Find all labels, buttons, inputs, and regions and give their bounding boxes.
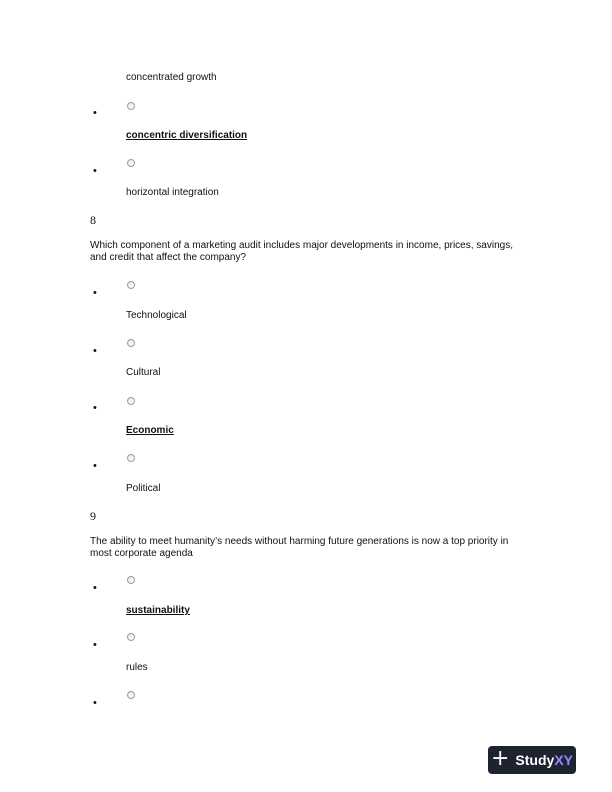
radio-unchecked-icon[interactable]: [127, 397, 135, 405]
option-label: Political: [126, 483, 161, 494]
studyxy-watermark: [488, 746, 576, 774]
bullet-icon: •: [93, 345, 97, 357]
watermark-text: StudyXY: [515, 752, 573, 768]
question-text: The ability to meet humanity’s needs without harming future generations is now a top priority in most corporate agenda: [90, 536, 509, 559]
bullet-icon: •: [93, 460, 97, 472]
radio-unchecked-icon[interactable]: [127, 691, 135, 699]
bullet-icon: •: [93, 165, 97, 177]
question-text: Which component of a marketing audit includes major developments in income, prices, savings, and credit that affect the company?: [90, 240, 513, 263]
option-label-correct: concentric diversification: [126, 130, 248, 141]
radio-unchecked-icon[interactable]: [127, 281, 135, 289]
radio-unchecked-icon[interactable]: [127, 159, 135, 167]
bullet-icon: •: [93, 402, 97, 414]
radio-unchecked-icon[interactable]: [127, 576, 135, 584]
bullet-icon: •: [93, 697, 97, 709]
radio-unchecked-icon[interactable]: [127, 633, 135, 641]
option-label-correct: Economic: [126, 425, 174, 436]
bullet-icon: •: [93, 287, 97, 299]
radio-unchecked-icon[interactable]: [127, 454, 135, 462]
option-label: horizontal integration: [126, 187, 219, 198]
plus-sparkle-icon: +: [490, 746, 510, 771]
option-label-correct: sustainability: [126, 605, 190, 616]
radio-unchecked-icon[interactable]: [127, 102, 135, 110]
bullet-icon: •: [93, 639, 97, 651]
option-label: Cultural: [126, 367, 161, 378]
radio-unchecked-icon[interactable]: [127, 339, 135, 347]
bullet-icon: •: [93, 107, 97, 119]
question-number: 8: [90, 213, 96, 227]
option-label: Technological: [126, 310, 187, 321]
bullet-icon: •: [93, 582, 97, 594]
option-label: rules: [126, 662, 148, 673]
question-number: 9: [90, 509, 96, 523]
option-label: concentrated growth: [126, 72, 217, 83]
